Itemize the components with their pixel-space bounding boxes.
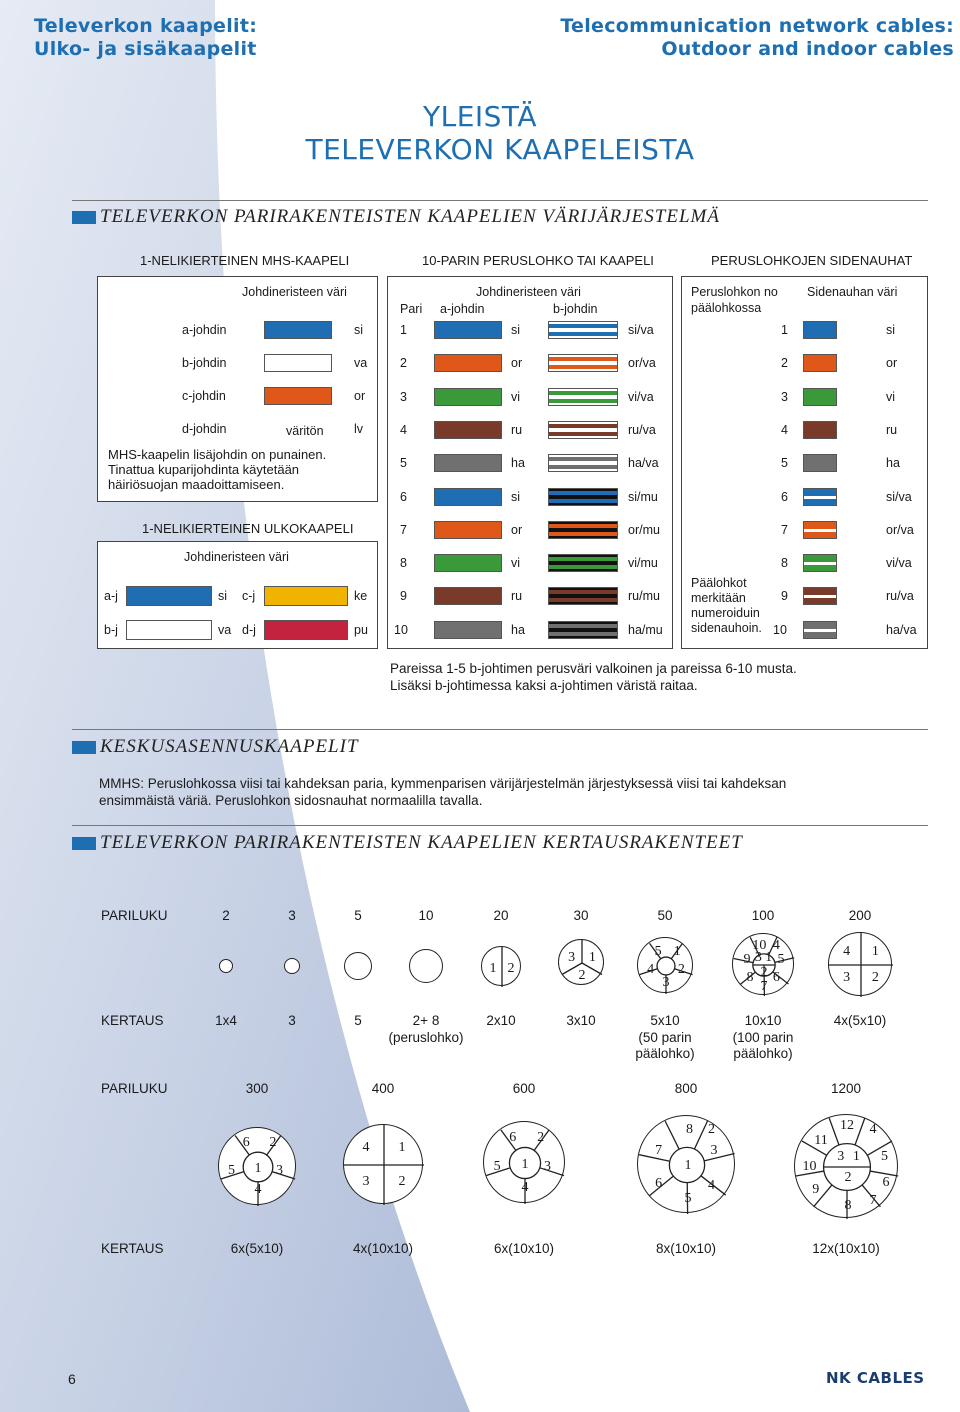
pair-a-code: si: [511, 323, 521, 337]
pari-value: 600: [512, 1081, 536, 1096]
mhs-row-code: si: [354, 323, 364, 337]
stripe: [549, 365, 617, 369]
main-title-line2: TELEVERKON KAAPELEISTA: [305, 133, 695, 166]
pair10-col-header: Johdineristeen väri: [476, 285, 581, 299]
circle-dividers: [410, 950, 444, 984]
circle-number: 4: [869, 1121, 877, 1137]
pair-b-code: vi/mu: [628, 556, 658, 571]
stripe: [549, 399, 617, 403]
mhs-row-code: or: [354, 389, 366, 403]
stripe: [549, 557, 617, 561]
keskus-text-1: MMHS: Peruslohkossa viisi tai kahdeksan paria, kymmenparisen värijärjestelmän järjestyksessä viisi tai kahdeksan: [99, 776, 787, 791]
circle-dividers: [285, 959, 301, 975]
color-swatch-a: [434, 454, 502, 472]
color-swatch-b: [548, 587, 618, 605]
section-marker: [72, 211, 96, 224]
circle-number: 5: [227, 1162, 235, 1178]
color-swatch-a: [434, 388, 502, 406]
sidenauhat-note-line: sidenauhoin.: [691, 621, 762, 635]
pari-value: 400: [371, 1081, 395, 1096]
pair-b-code: ha/va: [628, 456, 659, 471]
section-title-colors: TELEVERKON PARIRAKENTEISTEN KAAPELIEN VÄRIJÄRJESTELMÄ: [100, 206, 720, 227]
circle-number: 1: [852, 1148, 860, 1164]
mhs-title: 1-NELIKIERTEINEN MHS-KAAPELI: [140, 253, 350, 268]
pair-number: 3: [400, 389, 407, 404]
circle-number: 5: [654, 944, 662, 959]
bundle-circle: [732, 933, 794, 995]
band-swatch: [803, 488, 837, 506]
band-number: 3: [781, 389, 788, 404]
stripe: [549, 391, 617, 395]
kertaus2-pari-label: PARILUKU: [101, 1081, 168, 1096]
circle-number: 7: [760, 979, 768, 995]
ulko-right-label: d-j: [242, 623, 256, 637]
mhs-row-name: c-johdin: [182, 389, 226, 403]
pair10-note-line: Pareissa 1-5 b-johtimen perusväri valkoinen ja pareissa 6-10 musta.: [390, 661, 797, 676]
circle-dividers: [344, 1125, 424, 1205]
page-number: 6: [68, 1371, 76, 1387]
color-swatch-b: [548, 488, 618, 506]
ulko-right-code: pu: [354, 623, 368, 637]
pair-b-code: vi/va: [628, 389, 654, 404]
band-code: ru/va: [886, 589, 914, 604]
pari-value: 50: [657, 908, 673, 923]
stripe: [549, 457, 617, 461]
circle-dividers: [345, 953, 373, 981]
mhs-note-line: Tinattua kuparijohdinta käytetään: [108, 462, 300, 477]
color-swatch: [126, 586, 212, 606]
band-swatch: [803, 388, 837, 406]
circle-number: 3: [662, 975, 670, 991]
band-swatch: [803, 621, 837, 639]
sidenauhat-title: PERUSLOHKOJEN SIDENAUHAT: [711, 253, 913, 268]
pair-a-code: or: [511, 356, 523, 371]
circle-number: 4: [362, 1140, 370, 1156]
band-swatch: [803, 587, 837, 605]
pair-number: 8: [400, 556, 407, 571]
pair-number: 4: [400, 422, 407, 437]
pair10-h-pari: Pari: [400, 302, 423, 316]
pair-number: 9: [400, 589, 407, 604]
band-swatch: [803, 554, 837, 572]
mhs-note-line: häiriösuojan maadoittamiseen.: [108, 477, 285, 492]
circle-number: 8: [844, 1198, 852, 1213]
kertaus-value: 6x(10x10): [493, 1241, 555, 1256]
color-swatch-a: [434, 354, 502, 372]
circle-number: 1: [765, 950, 773, 966]
pair10-note-line: Lisäksi b-johtimessa kaksi a-johtimen väristä raitaa.: [390, 678, 698, 693]
inner-ring: [657, 957, 675, 975]
circle-number: 5: [493, 1159, 501, 1175]
circle-number: 2: [844, 1170, 852, 1186]
circle-number: 1: [254, 1160, 262, 1176]
color-swatch: [264, 620, 348, 640]
kertaus-value: 3x10: [566, 1013, 596, 1028]
kertaus-value: 5: [354, 1013, 362, 1028]
band-code: or/va: [886, 522, 914, 537]
kertaus-value: 2+ 8 (peruslohko): [388, 1013, 464, 1045]
bundle-circle: [637, 937, 693, 993]
stripe: [804, 562, 836, 565]
kertaus-value: 3: [288, 1013, 296, 1028]
color-swatch: [264, 321, 332, 339]
color-swatch-a: [434, 421, 502, 439]
circle-number: 5: [684, 1191, 692, 1207]
color-swatch-a: [434, 554, 502, 572]
bundle-circle: [483, 1121, 565, 1203]
band-number: 10: [773, 622, 787, 637]
color-swatch-a: [434, 521, 502, 539]
ulko-left-code: va: [218, 623, 232, 637]
circle-number: 1: [521, 1156, 529, 1172]
band-code: ha: [886, 456, 900, 471]
pari-value: 10: [418, 908, 434, 923]
band-number: 9: [781, 589, 788, 604]
circle-number: 4: [254, 1182, 262, 1198]
pair-b-code: si/mu: [628, 489, 658, 504]
pair-b-code: si/va: [628, 323, 654, 337]
band-swatch: [803, 354, 837, 372]
sidenauhat-note-line: Päälohkot: [691, 576, 747, 590]
mhs-note-line: MHS-kaapelin lisäjohdin on punainen.: [108, 447, 327, 462]
stripe: [549, 590, 617, 594]
circle-number: 12: [840, 1118, 854, 1134]
pari-value: 2: [222, 908, 230, 923]
circle-number: 1: [398, 1140, 406, 1156]
circle-number: 11: [814, 1133, 828, 1148]
bundle-circle: [284, 958, 300, 974]
band-number: 2: [781, 356, 788, 371]
circle-number: 1: [489, 961, 497, 976]
sidenauhat-h-no-1: Peruslohkon no: [691, 285, 778, 299]
stripe: [549, 632, 617, 636]
color-swatch-b: [548, 621, 618, 639]
pair10-h-a: a-johdin: [440, 302, 485, 316]
stripe: [549, 424, 617, 428]
circle-number: 8: [746, 970, 754, 986]
band-number: 6: [781, 489, 788, 504]
pair-number: 1: [400, 323, 407, 337]
stripe: [549, 432, 617, 436]
band-code: or: [886, 356, 898, 371]
kertaus-value: 6x(5x10): [230, 1241, 284, 1256]
color-swatch-b: [548, 321, 618, 339]
stripe: [549, 524, 617, 528]
circle-number: 3: [362, 1173, 370, 1189]
bundle-circle: [409, 949, 443, 983]
pari-value: 100: [751, 908, 775, 923]
ulko-col-header: Johdineristeen väri: [184, 550, 289, 564]
section-marker: [72, 837, 96, 850]
ulko-left-label: b-j: [104, 623, 118, 637]
kertaus1-pari-label: PARILUKU: [101, 908, 168, 923]
pair-a-code: ha: [511, 456, 525, 471]
pair-b-code: ru/va: [628, 422, 656, 437]
kertaus-value: 8x(10x10): [655, 1241, 717, 1256]
color-swatch: [264, 354, 332, 372]
bundle-circle: [828, 932, 892, 996]
color-swatch: [126, 620, 212, 640]
bundle-circle: [558, 939, 604, 985]
kertaus2-kertaus-label: KERTAUS: [101, 1241, 164, 1256]
mhs-row-name: b-johdin: [182, 356, 227, 370]
bundle-circle: [343, 1124, 423, 1204]
band-code: vi/va: [886, 556, 912, 571]
circle-number: 3: [568, 950, 576, 966]
stripe: [549, 465, 617, 469]
color-swatch-b: [548, 388, 618, 406]
pari-value: 300: [245, 1081, 269, 1096]
band-swatch: [803, 321, 837, 339]
band-number: 7: [781, 522, 788, 537]
kertaus1-kertaus-label: KERTAUS: [101, 1013, 164, 1028]
header-fi-line2: Ulko- ja sisäkaapelit: [34, 38, 257, 60]
pari-value: 5: [354, 908, 362, 923]
circle-number: 2: [708, 1121, 715, 1137]
circle-number: 3: [837, 1148, 845, 1164]
stripe: [549, 357, 617, 361]
divider-line: [855, 1118, 865, 1145]
circle-dividers: [829, 933, 893, 997]
circle-number: 7: [869, 1192, 877, 1208]
divider-line: [829, 1118, 839, 1145]
color-swatch: [264, 586, 348, 606]
circle-number: 8: [685, 1121, 693, 1137]
mhs-row-colorless: väritön: [286, 424, 324, 438]
circle-number: 2: [507, 961, 515, 976]
sidenauhat-note-line: numeroiduin: [691, 606, 760, 620]
divider: [72, 825, 928, 826]
color-swatch-b: [548, 354, 618, 372]
stripe: [804, 529, 836, 532]
circle-number: 3: [710, 1143, 718, 1159]
circle-number: 3: [843, 970, 851, 986]
stripe: [549, 499, 617, 503]
stripe: [549, 491, 617, 495]
color-swatch-a: [434, 621, 502, 639]
sidenauhat-h-no-2: päälohkossa: [691, 301, 762, 315]
pair-b-code: ha/mu: [628, 622, 663, 637]
circle-number: 4: [843, 943, 851, 959]
pair-b-code: ru/mu: [628, 589, 660, 604]
kertaus-value: 5x10 (50 parin päälohko): [635, 1013, 695, 1061]
stripe: [549, 598, 617, 602]
circle-number: 6: [772, 970, 780, 986]
kertaus-value: 1x4: [215, 1013, 237, 1028]
circle-number: 3: [544, 1159, 552, 1175]
pair-a-code: vi: [511, 556, 521, 571]
circle-number: 5: [880, 1148, 888, 1164]
pair-number: 6: [400, 489, 407, 504]
kertaus-value: 2x10: [486, 1013, 516, 1028]
ulko-title: 1-NELIKIERTEINEN ULKOKAAPELI: [142, 521, 354, 536]
circle-number: 3: [754, 950, 762, 966]
mhs-row-code: lv: [354, 422, 364, 436]
pair-b-code: or/mu: [628, 522, 660, 537]
band-number: 4: [781, 422, 788, 437]
circle-number: 9: [812, 1182, 820, 1198]
ulko-right-code: ke: [354, 589, 368, 603]
color-swatch-b: [548, 521, 618, 539]
circle-number: 10: [752, 937, 767, 953]
circle-number: 4: [772, 937, 780, 953]
stripe: [549, 532, 617, 536]
stripe: [549, 332, 617, 336]
pair10-h-b: b-johdin: [553, 302, 598, 316]
sidenauhat-h-color: Sidenauhan väri: [807, 285, 898, 299]
circle-number: 6: [882, 1174, 890, 1190]
circle-number: 6: [509, 1129, 517, 1145]
stripe: [549, 624, 617, 628]
section-title-kertaus: TELEVERKON PARIRAKENTEISTEN KAAPELIEN KERTAUSRAKENTEET: [100, 832, 743, 853]
section-marker: [72, 741, 96, 754]
pair-a-code: or: [511, 522, 523, 537]
stripe: [549, 565, 617, 569]
pair-a-code: ha: [511, 622, 525, 637]
color-swatch-a: [434, 488, 502, 506]
kertaus-value: 12x(10x10): [812, 1241, 880, 1256]
header-en-line1: Telecommunication network cables:: [560, 15, 954, 37]
circle-number: 2: [677, 962, 685, 978]
circle-number: 2: [871, 970, 879, 986]
band-number: 8: [781, 556, 788, 571]
circle-number: 3: [275, 1162, 283, 1178]
band-code: si/va: [886, 489, 912, 504]
band-number: 5: [781, 456, 788, 471]
color-swatch: [264, 387, 332, 405]
bundle-circle: [218, 1127, 296, 1205]
pari-value: 1200: [830, 1081, 862, 1096]
band-swatch: [803, 421, 837, 439]
circle-number: 2: [269, 1134, 277, 1150]
color-swatch-b: [548, 421, 618, 439]
kertaus-value: 10x10 (100 parin päälohko): [732, 1013, 794, 1061]
bundle-circle: [794, 1114, 898, 1218]
mhs-col-header: Johdineristeen väri: [242, 285, 347, 299]
brand-logo: NK CABLES: [826, 1369, 925, 1387]
pair-b-code: or/va: [628, 356, 656, 371]
circle-number: 2: [760, 964, 768, 980]
kertaus-value: 4x(10x10): [352, 1241, 414, 1256]
bundle-circle: [344, 952, 372, 980]
sidenauhat-note-line: merkitään: [691, 591, 746, 605]
mhs-row-name: a-johdin: [182, 323, 227, 337]
divider: [72, 729, 928, 730]
pari-value: 30: [573, 908, 589, 923]
circle-number: 6: [655, 1175, 663, 1191]
band-swatch: [803, 454, 837, 472]
band-code: vi: [886, 389, 896, 404]
ulko-left-code: si: [218, 589, 228, 603]
ulko-left-label: a-j: [104, 589, 118, 603]
divider-line: [665, 1121, 679, 1149]
band-code: si: [886, 323, 896, 337]
pair-number: 7: [400, 522, 407, 537]
bundle-circle: [637, 1115, 735, 1213]
pari-value: 20: [493, 908, 509, 923]
divider: [72, 200, 928, 201]
main-title-line1: YLEISTÄ: [422, 100, 537, 133]
mhs-row-name: d-johdin: [182, 422, 227, 436]
circle-number: 2: [578, 967, 586, 983]
keskus-text-2: ensimmäistä väriä. Peruslohkon sidosnauhat normaalilla tavalla.: [99, 793, 483, 808]
circle-dividers: [220, 960, 234, 974]
bundle-circle: [481, 946, 521, 986]
color-swatch-a: [434, 587, 502, 605]
bundle-circle: [219, 959, 233, 973]
pair-number: 10: [394, 622, 408, 637]
circle-number: 2: [398, 1173, 406, 1189]
stripe: [804, 595, 836, 598]
color-swatch-b: [548, 454, 618, 472]
pari-value: 800: [674, 1081, 698, 1096]
pair-a-code: ru: [511, 422, 523, 437]
color-swatch-b: [548, 554, 618, 572]
circle-number: 2: [537, 1129, 545, 1145]
ulko-right-label: c-j: [242, 589, 256, 603]
band-number: 1: [781, 323, 788, 337]
band-code: ru: [886, 422, 898, 437]
stripe: [804, 496, 836, 499]
section-title-keskus: KESKUSASENNUSKAAPELIT: [100, 736, 359, 757]
pair-number: 2: [400, 356, 407, 371]
mhs-row-code: va: [354, 356, 368, 370]
stripe: [549, 324, 617, 328]
circle-number: 4: [521, 1179, 529, 1195]
pair-a-code: vi: [511, 389, 521, 404]
header-en-line2: Outdoor and indoor cables: [661, 38, 954, 60]
circle-number: 5: [777, 952, 785, 968]
circle-number: 9: [743, 952, 751, 968]
circle-number: 1: [871, 943, 879, 959]
circle-number: 4: [647, 962, 655, 978]
circle-number: 4: [708, 1177, 715, 1193]
color-swatch-a: [434, 321, 502, 339]
circle-number: 1: [588, 950, 596, 966]
circle-number: 6: [242, 1134, 250, 1150]
pari-value: 3: [288, 908, 296, 923]
circle-number: 1: [673, 944, 681, 959]
circle-number: 1: [684, 1157, 692, 1173]
pair-a-code: ru: [511, 589, 523, 604]
header-fi-line1: Televerkon kaapelit:: [34, 15, 258, 37]
band-swatch: [803, 521, 837, 539]
circle-number: 7: [655, 1143, 663, 1159]
pair-a-code: si: [511, 489, 521, 504]
band-code: ha/va: [886, 622, 917, 637]
pair-number: 5: [400, 456, 407, 471]
pair10-title: 10-PARIN PERUSLOHKO TAI KAAPELI: [422, 253, 654, 268]
circle-number: 10: [802, 1159, 817, 1174]
kertaus-value: 4x(5x10): [833, 1013, 887, 1028]
pari-value: 200: [848, 908, 872, 923]
stripe: [804, 629, 836, 632]
